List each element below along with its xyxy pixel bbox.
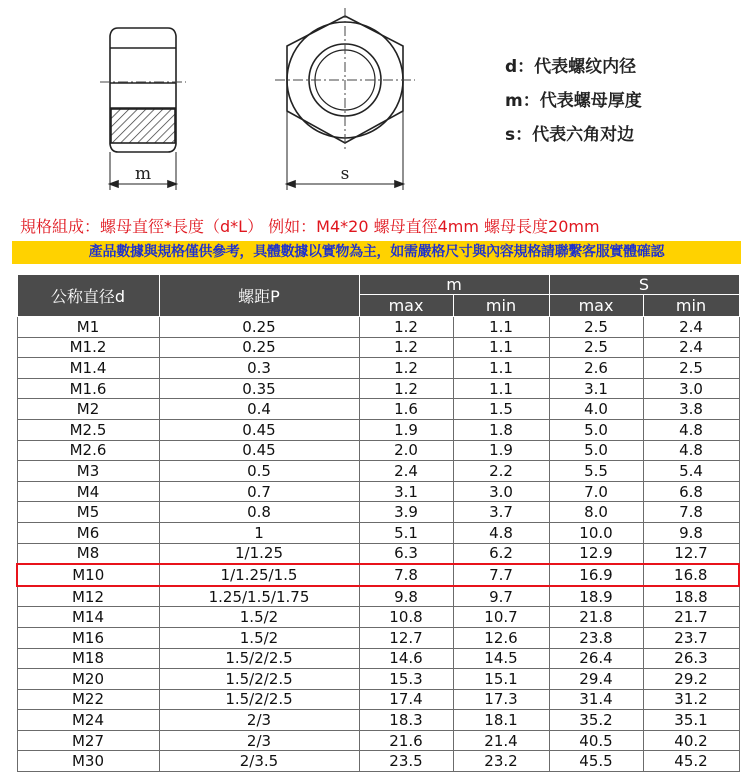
cell-diameter: M2.6 xyxy=(17,440,159,461)
cell-s-max: 2.5 xyxy=(549,317,643,338)
cell-m-min: 1.1 xyxy=(453,337,549,358)
cell-m-min: 3.7 xyxy=(453,502,549,523)
cell-diameter: M27 xyxy=(17,730,159,751)
table-row xyxy=(17,337,739,358)
cell-diameter: M24 xyxy=(17,710,159,731)
cell-diameter: M18 xyxy=(17,648,159,669)
cell-m-min: 1.1 xyxy=(453,317,549,338)
cell-m-min: 1.5 xyxy=(453,399,549,420)
cell-m-min: 1.1 xyxy=(453,358,549,379)
cell-pitch: 0.25 xyxy=(159,337,359,358)
cell-s-min: 5.4 xyxy=(643,461,739,482)
table-row xyxy=(17,440,739,461)
cell-s-min: 6.8 xyxy=(643,481,739,502)
cell-pitch: 0.5 xyxy=(159,461,359,482)
cell-m-max: 2.0 xyxy=(359,440,453,461)
header-m-min: min xyxy=(453,295,549,317)
dimension-label-s: s xyxy=(340,164,350,184)
cell-s-min: 3.0 xyxy=(643,378,739,399)
cell-m-max: 1.6 xyxy=(359,399,453,420)
cell-pitch: 1/1.25 xyxy=(159,543,359,564)
header-pitch: 螺距P xyxy=(159,275,359,317)
cell-m-min: 10.7 xyxy=(453,607,549,628)
table-row xyxy=(17,751,739,772)
table-row xyxy=(17,378,739,399)
table-row xyxy=(17,461,739,482)
cell-pitch: 1.5/2/2.5 xyxy=(159,689,359,710)
cell-s-max: 35.2 xyxy=(549,710,643,731)
symbol-legend xyxy=(505,50,642,152)
cell-pitch: 1.5/2 xyxy=(159,607,359,628)
cell-s-max: 45.5 xyxy=(549,751,643,772)
cell-pitch: 0.8 xyxy=(159,502,359,523)
cell-m-max: 7.8 xyxy=(359,564,453,586)
cell-diameter: M1.4 xyxy=(17,358,159,379)
cell-s-max: 23.8 xyxy=(549,627,643,648)
header-s-max: max xyxy=(549,295,643,317)
cell-diameter: M1.2 xyxy=(17,337,159,358)
cell-s-min: 12.7 xyxy=(643,543,739,564)
cell-s-max: 2.6 xyxy=(549,358,643,379)
cell-m-min: 2.2 xyxy=(453,461,549,482)
cell-m-max: 9.8 xyxy=(359,586,453,607)
cell-m-max: 1.2 xyxy=(359,378,453,399)
header-s-group: S xyxy=(549,275,739,295)
cell-s-max: 18.9 xyxy=(549,586,643,607)
cell-s-min: 2.4 xyxy=(643,317,739,338)
cell-diameter: M30 xyxy=(17,751,159,772)
cell-pitch: 0.4 xyxy=(159,399,359,420)
dimension-label-m: m xyxy=(134,164,152,184)
cell-m-min: 7.7 xyxy=(453,564,549,586)
cell-m-max: 6.3 xyxy=(359,543,453,564)
table-row xyxy=(17,358,739,379)
cell-m-max: 18.3 xyxy=(359,710,453,731)
cell-pitch: 1.5/2/2.5 xyxy=(159,648,359,669)
cell-s-max: 3.1 xyxy=(549,378,643,399)
cell-pitch: 1 xyxy=(159,522,359,543)
cell-m-max: 1.2 xyxy=(359,358,453,379)
cell-diameter: M2 xyxy=(17,399,159,420)
cell-s-min: 16.8 xyxy=(643,564,739,586)
cell-diameter: M22 xyxy=(17,689,159,710)
cell-diameter: M16 xyxy=(17,627,159,648)
cell-diameter: M3 xyxy=(17,461,159,482)
cell-pitch: 0.7 xyxy=(159,481,359,502)
cell-diameter: M14 xyxy=(17,607,159,628)
cell-s-min: 23.7 xyxy=(643,627,739,648)
cell-pitch: 2/3 xyxy=(159,710,359,731)
cell-s-min: 3.8 xyxy=(643,399,739,420)
cell-pitch: 0.45 xyxy=(159,440,359,461)
cell-pitch: 1.25/1.5/1.75 xyxy=(159,586,359,607)
specification-format-line: 規格組成：螺母直徑*長度（d*L） 例如：M4*20 螺母直徑4mm 螺母長度20mm xyxy=(20,217,600,236)
cell-s-min: 26.3 xyxy=(643,648,739,669)
cell-s-min: 9.8 xyxy=(643,522,739,543)
table-row xyxy=(17,689,739,710)
cell-diameter: M10 xyxy=(17,564,159,586)
cell-s-max: 5.0 xyxy=(549,419,643,440)
cell-s-max: 40.5 xyxy=(549,730,643,751)
cell-pitch: 1/1.25/1.5 xyxy=(159,564,359,586)
cell-s-min: 18.8 xyxy=(643,586,739,607)
cell-m-max: 3.9 xyxy=(359,502,453,523)
cell-m-min: 1.9 xyxy=(453,440,549,461)
cell-s-min: 4.8 xyxy=(643,440,739,461)
cell-s-max: 4.0 xyxy=(549,399,643,420)
cell-pitch: 1.5/2 xyxy=(159,627,359,648)
cell-pitch: 0.3 xyxy=(159,358,359,379)
cell-s-min: 2.5 xyxy=(643,358,739,379)
cell-pitch: 0.35 xyxy=(159,378,359,399)
cell-s-max: 16.9 xyxy=(549,564,643,586)
table-row xyxy=(17,607,739,628)
cell-m-min: 4.8 xyxy=(453,522,549,543)
cell-m-max: 15.3 xyxy=(359,669,453,690)
cell-pitch: 2/3 xyxy=(159,730,359,751)
table-row xyxy=(17,543,739,564)
table-row xyxy=(17,648,739,669)
cell-s-max: 2.5 xyxy=(549,337,643,358)
cell-m-max: 14.6 xyxy=(359,648,453,669)
legend-m: m：代表螺母厚度 xyxy=(505,91,642,111)
cell-m-max: 17.4 xyxy=(359,689,453,710)
legend-s: s：代表六角对边 xyxy=(505,125,635,145)
table-row xyxy=(17,419,739,440)
cell-m-max: 21.6 xyxy=(359,730,453,751)
cell-s-min: 2.4 xyxy=(643,337,739,358)
cell-s-min: 4.8 xyxy=(643,419,739,440)
cell-s-min: 40.2 xyxy=(643,730,739,751)
table-row xyxy=(17,317,739,338)
cell-m-min: 14.5 xyxy=(453,648,549,669)
cell-diameter: M5 xyxy=(17,502,159,523)
cell-s-max: 12.9 xyxy=(549,543,643,564)
cell-s-max: 10.0 xyxy=(549,522,643,543)
cell-m-max: 1.2 xyxy=(359,317,453,338)
cell-pitch: 1.5/2/2.5 xyxy=(159,669,359,690)
table-row xyxy=(17,564,739,586)
table-row xyxy=(17,710,739,731)
cell-m-max: 12.7 xyxy=(359,627,453,648)
cell-m-min: 1.1 xyxy=(453,378,549,399)
cell-s-max: 29.4 xyxy=(549,669,643,690)
nut-front-view xyxy=(275,8,415,190)
cell-m-min: 12.6 xyxy=(453,627,549,648)
cell-s-max: 7.0 xyxy=(549,481,643,502)
cell-m-max: 2.4 xyxy=(359,461,453,482)
header-nominal-diameter: 公称直径d xyxy=(17,275,159,317)
cell-diameter: M1 xyxy=(17,317,159,338)
table-row xyxy=(17,481,739,502)
header-m-group: m xyxy=(359,275,549,295)
cell-s-max: 5.5 xyxy=(549,461,643,482)
cell-m-min: 18.1 xyxy=(453,710,549,731)
legend-d: d：代表螺纹内径 xyxy=(505,57,637,77)
cell-pitch: 0.25 xyxy=(159,317,359,338)
cell-diameter: M6 xyxy=(17,522,159,543)
cell-pitch: 0.45 xyxy=(159,419,359,440)
cell-m-min: 17.3 xyxy=(453,689,549,710)
cell-diameter: M4 xyxy=(17,481,159,502)
cell-diameter: M20 xyxy=(17,669,159,690)
cell-m-max: 1.9 xyxy=(359,419,453,440)
cell-diameter: M8 xyxy=(17,543,159,564)
table-row xyxy=(17,522,739,543)
cell-m-min: 21.4 xyxy=(453,730,549,751)
nut-dimension-table xyxy=(16,274,740,772)
table-row xyxy=(17,669,739,690)
cell-m-max: 3.1 xyxy=(359,481,453,502)
cell-s-min: 21.7 xyxy=(643,607,739,628)
header-m-max: max xyxy=(359,295,453,317)
cell-m-max: 23.5 xyxy=(359,751,453,772)
cell-m-min: 1.8 xyxy=(453,419,549,440)
cell-diameter: M2.5 xyxy=(17,419,159,440)
cell-m-min: 15.1 xyxy=(453,669,549,690)
cell-s-max: 5.0 xyxy=(549,440,643,461)
cell-m-max: 5.1 xyxy=(359,522,453,543)
cell-s-max: 8.0 xyxy=(549,502,643,523)
cell-m-min: 23.2 xyxy=(453,751,549,772)
cell-s-min: 45.2 xyxy=(643,751,739,772)
cell-pitch: 2/3.5 xyxy=(159,751,359,772)
table-row xyxy=(17,399,739,420)
disclaimer-banner: 產品數據與規格僅供參考，具體數據以實物為主，如需嚴格尺寸與內容規格請聯繫客服實體確認 xyxy=(12,241,741,264)
cell-s-min: 35.1 xyxy=(643,710,739,731)
cell-diameter: M12 xyxy=(17,586,159,607)
cell-s-min: 31.2 xyxy=(643,689,739,710)
header-s-min: min xyxy=(643,295,739,317)
table-row xyxy=(17,586,739,607)
cell-s-min: 29.2 xyxy=(643,669,739,690)
cell-m-max: 10.8 xyxy=(359,607,453,628)
table-body xyxy=(17,317,739,772)
cell-m-min: 6.2 xyxy=(453,543,549,564)
table-row xyxy=(17,502,739,523)
cell-diameter: M1.6 xyxy=(17,378,159,399)
table-row xyxy=(17,627,739,648)
cell-s-max: 21.8 xyxy=(549,607,643,628)
cell-m-min: 9.7 xyxy=(453,586,549,607)
cell-s-min: 7.8 xyxy=(643,502,739,523)
cell-s-max: 26.4 xyxy=(549,648,643,669)
cell-m-min: 3.0 xyxy=(453,481,549,502)
cell-m-max: 1.2 xyxy=(359,337,453,358)
cell-s-max: 31.4 xyxy=(549,689,643,710)
table-row xyxy=(17,730,739,751)
